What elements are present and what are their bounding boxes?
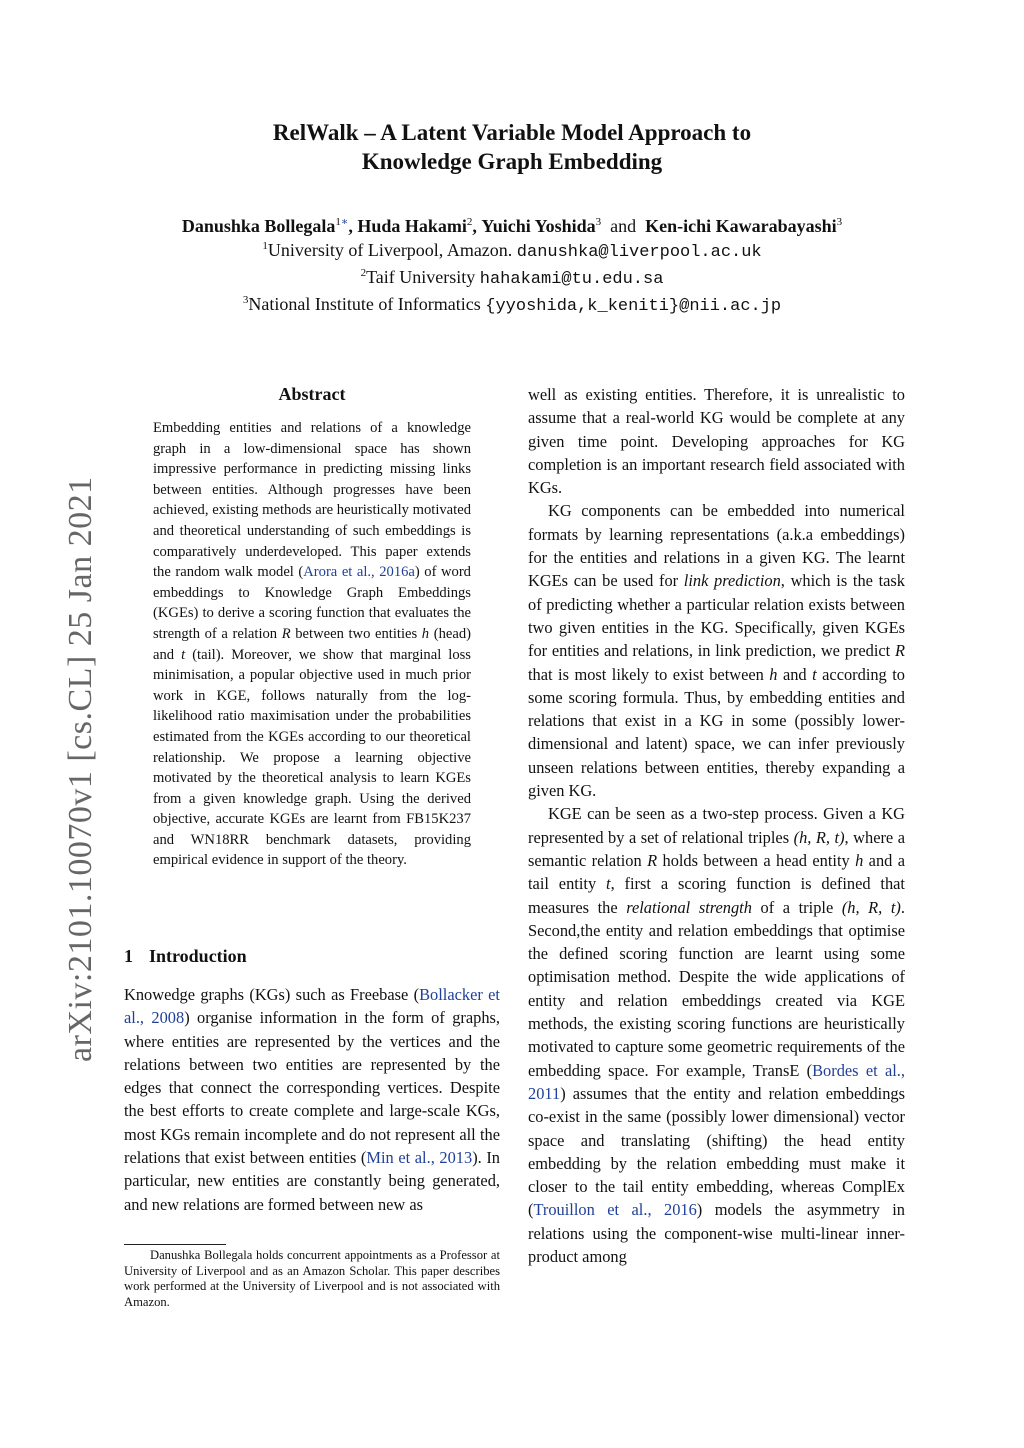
affiliation-1-sup: 1 <box>262 240 268 252</box>
introduction-paragraph: Knowedge graphs (KGs) such as Freebase (Bollacker et al., 2008) organise information in the form of graphs, where entities are represented by the vertices and the relations between two entities are represented by the edges that connect the corresponding vertices. Despite the best efforts to create complete and large-scale KGs, most KGs remain incomplete and do not represent all the relations that exist between entities (Min et al., 2013). In particular, new entities are constantly being generated, and new relations are formed between new as <box>124 985 500 1214</box>
affiliation-2-email: hahakami@tu.edu.sa <box>479 270 664 289</box>
section-heading-introduction <box>124 946 247 967</box>
affiliation-2 <box>0 265 1024 292</box>
citation-bordes-2011[interactable]: Bordes et al., 2011 <box>528 1060 905 1103</box>
author-and: and <box>610 216 637 236</box>
right-paragraph-1: well as existing entities. Therefore, it is unrealistic to assume that a real-world KG would be complete at any given time point. Developing approaches for KG completion is an important research field associated with KGs. <box>528 385 905 498</box>
arxiv-sidebar <box>28 462 99 1062</box>
author-2-sup: 2 <box>466 216 473 228</box>
abstract-heading: Abstract <box>278 384 346 404</box>
right-paragraph-2: KG components can be embedded into numerical formats by learning representations (a.k.a embeddings) for the entities and relations in a given KG. The learnt KGEs can be used for link prediction, which is the task of predicting whether a particular relation exists between two given entities in the KG. Specifically, given KGEs for entities and relations, in link prediction, we predict R that is most likely to exist between h and t according to some scoring formula. Thus, by embedding entities and relations that exist in a KG in some (possibly lower-dimensional and latent) space, we can infer previously unseen relations between entities, thereby expanding a given KG. <box>528 501 905 801</box>
footnote: Danushka Bollegala holds concurrent appointments as a Professor at University of Liverpool and as an Amazon Scholar. This paper describes work performed at the University of Liverpool and is not associated with Amazon. <box>124 1248 500 1309</box>
right-column <box>528 383 905 1268</box>
citation-bollacker-2008[interactable]: Bollacker et al., 2008 <box>124 985 500 1028</box>
author-1-sup: 1 <box>335 216 341 228</box>
right-paragraph-3: KGE can be seen as a two-step process. Given a KG represented by a set of relational triples (h, R, t), where a semantic relation R holds between a head entity h and a tail entity t, first a scoring function is defined that measures the relational strength of a triple (h, R, t). Second,the entity and relation embeddings that optimise the defined scoring function are learnt using some optimisation method. Despite the wide applications of entity and relation embeddings created via KGE methods, the existing scoring functions are heuristically motivated to capture some geometric requirements of the embedding space. For example, TransE (Bordes et al., 2011) assumes that the entity and relation embeddings co-exist in the same (possibly lower dimensional) vector space and translating (shifting) the head entity embedding by the relation embedding must make it closer to the tail entity embedding, whereas ComplEx (Trouillon et al., 2016) models the asymmetry in relations using the component-wise multi-linear inner-product among <box>528 804 906 1266</box>
abstract-body: Embedding entities and relations of a knowledge graph in a low-dimensional space has shown impressive performance in predicting missing links between entities. Although progresses have been achieved, existing methods are heuristically motivated and theoretical understanding of such embeddings is comparatively underdeveloped. This paper extends the random walk model (Arora et al., 2016a) of word embeddings to Knowledge Graph Embeddings (KGEs) to derive a scoring function that evaluates the strength of a relation R between two entities h (head) and t (tail). Moreover, we show that marginal loss minimisation, a popular objective used in much prior work in KGE, follows naturally from the log-likelihood ratio maximisation under the probabilities estimated from the KGEs according to our theoretical relationship. We propose a learning objective motivated by the theoretical analysis to learn KGEs from a given knowledge graph. Using the derived objective, accurate KGEs are learnt from FB15K237 and WN18RR benchmark datasets, providing empirical evidence in support of the theory. <box>153 420 471 869</box>
author-4: Ken-ichi Kawarabayashi <box>645 216 837 236</box>
author-3-sup: 3 <box>595 216 602 228</box>
author-block <box>0 214 1024 319</box>
author-3: Yuichi Yoshida <box>481 216 596 236</box>
author-1-footnote-mark[interactable]: ∗ <box>340 216 349 228</box>
affiliation-2-sup: 2 <box>360 267 367 279</box>
affiliation-3-email: {yyoshida,k_keniti}@nii.ac.jp <box>485 297 782 316</box>
arxiv-id: arXiv:2101.10070v1 [cs.CL] 25 Jan 2021 <box>62 476 99 1062</box>
title-line-1: RelWalk – A Latent Variable Model Approach to <box>272 120 752 145</box>
citation-min-2013[interactable]: Min et al., 2013 <box>366 1148 473 1168</box>
footnote-rule <box>124 1244 226 1245</box>
title-line-2: Knowledge Graph Embedding <box>361 149 663 174</box>
section-number: 1 <box>124 946 133 966</box>
affiliation-2-name: Taif University <box>366 267 476 287</box>
author-line: Danushka Bollegala$^{1∗}$, Huda Hakami$^2$, Yuichi Yoshida$^3$ and Ken-ichi Kawarabayashi$^3$ <box>181 216 843 236</box>
citation-trouillon-2016[interactable]: Trouillon et al., 2016 <box>533 1200 697 1220</box>
affiliation-3-name: National Institute of Informatics <box>248 294 481 314</box>
section-title: Introduction <box>149 946 247 966</box>
author-2: Huda Hakami <box>357 216 467 236</box>
affiliation-3 <box>0 292 1024 319</box>
author-4-sup: 3 <box>836 216 843 228</box>
citation-arora-2016a[interactable]: Arora et al., 2016a <box>303 564 415 581</box>
affiliation-3-sup: 3 <box>242 294 249 306</box>
affiliation-1 <box>0 238 1024 265</box>
paper-title <box>0 118 1024 176</box>
affiliation-1-name: University of Liverpool, Amazon. <box>267 240 513 260</box>
affiliation-1-email: danushka@liverpool.ac.uk <box>516 243 762 262</box>
author-1: Danushka Bollegala <box>181 216 336 236</box>
